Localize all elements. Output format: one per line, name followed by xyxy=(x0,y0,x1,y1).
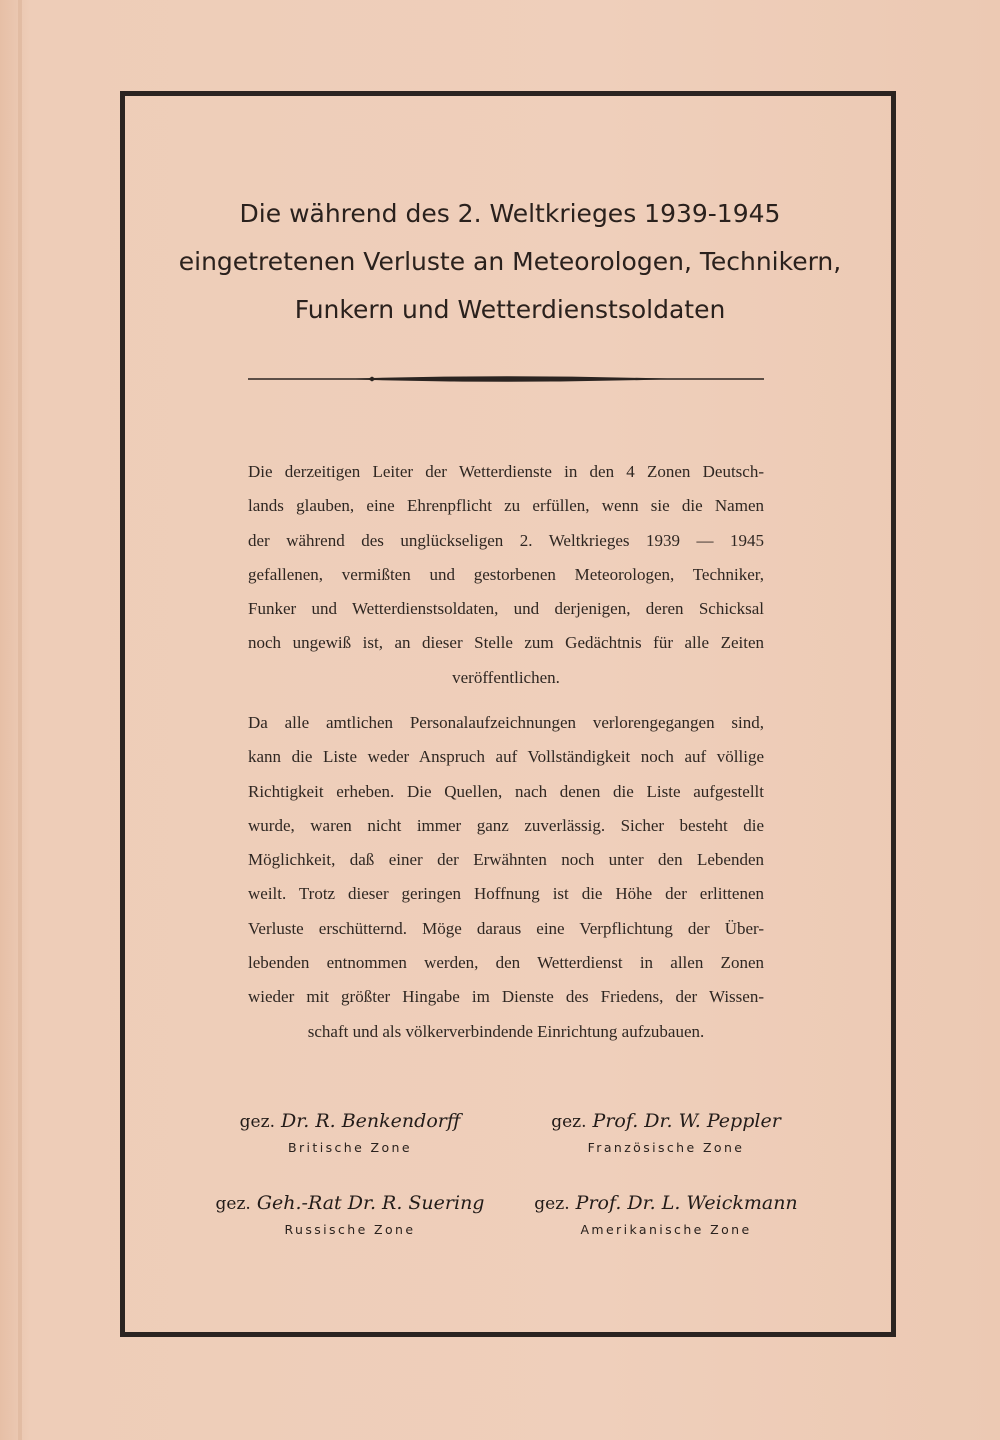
zone-label: Amerikanische Zone xyxy=(580,1222,752,1237)
signatory-name: Geh.-Rat Dr. R. Suering xyxy=(256,1192,485,1214)
title-line-1: Die während des 2. Weltkrieges 1939-1945 xyxy=(239,199,781,228)
signature-russian-zone xyxy=(190,1192,510,1237)
paragraph-line: Richtigkeit erheben. Die Quellen, nach denen die Liste aufgestellt xyxy=(248,781,764,801)
zone-label: Französische Zone xyxy=(587,1140,745,1155)
paragraph-line: Funker und Wetterdienstsoldaten, und derjenigen, deren Schicksal xyxy=(248,599,764,619)
signature-name xyxy=(190,1110,510,1132)
page-spine-shadow xyxy=(18,0,22,1440)
signature-french-zone xyxy=(506,1110,826,1155)
signature-name xyxy=(506,1110,826,1132)
signature-american-zone xyxy=(506,1192,826,1237)
title-line-3: Funkern und Wetterdienstsoldaten xyxy=(294,295,726,324)
signature-name xyxy=(190,1192,510,1214)
signature-british-zone xyxy=(190,1110,510,1155)
paragraph-line: gefallenen, vermißten und gestorbenen Meteorologen, Techniker, xyxy=(248,564,764,584)
paragraph-line: Die derzeitigen Leiter der Wetterdienste in den 4 Zonen Deutsch- xyxy=(248,462,764,481)
explanation-paragraph xyxy=(248,706,764,1049)
signatory-name: Dr. R. Benkendorff xyxy=(281,1110,461,1132)
paragraph-line: Verluste erschütternd. Möge daraus eine Verpflichtung der Über- xyxy=(248,918,764,938)
gez-label: gez. xyxy=(215,1194,251,1214)
zone-label: Britische Zone xyxy=(288,1140,412,1155)
ornamental-divider xyxy=(248,372,764,386)
gez-label: gez. xyxy=(239,1112,275,1132)
paragraph-line: wieder mit größter Hingabe im Dienste des Friedens, der Wissen- xyxy=(248,987,764,1007)
paragraph-line: Möglichkeit, daß einer der Erwähnten noch unter den Lebenden xyxy=(248,850,764,870)
title-line-2: eingetretenen Verluste an Meteorologen, Technikern, xyxy=(178,247,842,276)
signature-name xyxy=(506,1192,826,1214)
paragraph-line: weilt. Trotz dieser geringen Hoffnung ist die Höhe der erlittenen xyxy=(248,884,764,904)
paragraph-line: der während des unglückseligen 2. Weltkrieges 1939 — 1945 xyxy=(248,530,764,550)
paragraph-line: lebenden entnommen werden, den Wetterdienst in allen Zonen xyxy=(248,953,764,973)
zone-label: Russische Zone xyxy=(284,1222,416,1237)
memorial-title xyxy=(160,190,860,334)
paragraph-line: lands glauben, eine Ehrenpflicht zu erfüllen, wenn sie die Namen xyxy=(248,496,764,516)
gez-label: gez. xyxy=(551,1112,587,1132)
paragraph-line: wurde, waren nicht immer ganz zuverlässig. Sicher besteht die xyxy=(248,815,764,835)
paragraph-line: kann die Liste weder Anspruch auf Vollständigkeit noch auf völlige xyxy=(248,747,764,767)
paragraph-line: Da alle amtlichen Personalaufzeichnungen verlorengegangen sind, xyxy=(248,713,764,732)
paragraph-line: schaft und als völkerverbindende Einrichtung aufzubauen. xyxy=(307,1021,705,1041)
signatory-name: Prof. Dr. W. Peppler xyxy=(592,1110,781,1132)
gez-label: gez. xyxy=(534,1194,570,1214)
signatory-name: Prof. Dr. L. Weickmann xyxy=(575,1192,798,1214)
paragraph-line: veröffentlichen. xyxy=(452,667,560,687)
intro-paragraph xyxy=(248,455,764,695)
paragraph-line: noch ungewiß ist, an dieser Stelle zum Gedächtnis für alle Zeiten xyxy=(248,633,764,653)
